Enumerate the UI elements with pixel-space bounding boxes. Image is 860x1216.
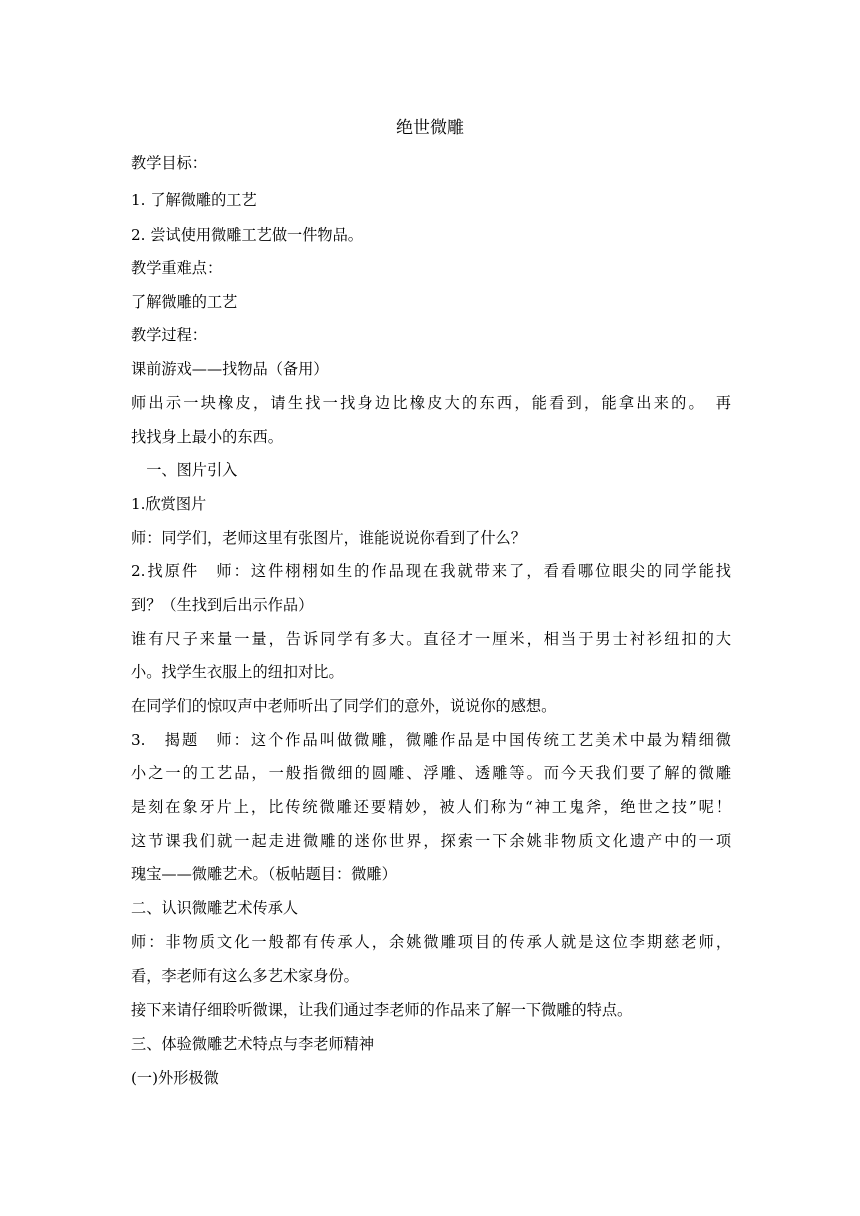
text-line: 一、图片引入 — [131, 461, 238, 479]
section-heading: 三、体验微雕艺术特点与李老师精神 — [131, 1035, 374, 1053]
text-line: 教学目标： — [131, 154, 207, 172]
text-line: 师：同学们，老师这里有张图片，谁能说说你看到了什么？ — [131, 529, 526, 547]
text-line: 师：非物质文化一般都有传承人，余姚微雕项目的传承人就是这位李期慈老师， — [131, 933, 731, 951]
text-line: 师出示一块橡皮，请生找一找身边比橡皮大的东西，能看到，能拿出来的。 再 — [131, 394, 731, 412]
text-line: 看，李老师有这么多艺术家身份。 — [131, 967, 359, 985]
text-line: 教学重难点： — [131, 259, 223, 277]
subsection-heading: (一)外形极微 — [131, 1069, 219, 1087]
text-line: 在同学们的惊叹声中老师听出了同学们的意外，说说你的感想。 — [131, 697, 557, 715]
text-line: 小之一的工艺品，一般指微细的圆雕、浮雕、透雕等。而今天我们要了解的微雕 — [131, 764, 731, 782]
text-line: 了解微雕的工艺 — [131, 293, 238, 311]
text-line: 教学过程： — [131, 326, 207, 344]
text-line: 2.找原件 师：这件栩栩如生的作品现在我就带来了，看看哪位眼尖的同学能找 — [131, 562, 731, 580]
text-line: 瑰宝——微雕艺术。（板帖题目：微雕） — [131, 865, 397, 883]
document-title: 绝世微雕 — [396, 118, 464, 138]
text-line: 2. 尝试使用微雕工艺做一件物品。 — [131, 226, 363, 244]
text-line: 1. 了解微雕的工艺 — [131, 191, 257, 209]
section-heading: 二、认识微雕艺术传承人 — [131, 899, 299, 917]
text-line: 找找身上最小的东西。 — [131, 428, 283, 446]
text-line: 3. 揭题 师：这个作品叫做微雕，微雕作品是中国传统工艺美术中最为精细微 — [131, 731, 731, 749]
text-line: 到？（生找到后出示作品） — [131, 596, 314, 614]
text-line: 1.欣赏图片 — [131, 495, 207, 513]
text-line: 是刻在象牙片上，比传统微雕还要精妙，被人们称为“神工鬼斧，绝世之技”呢！ — [131, 798, 731, 816]
text-line: 课前游戏——找物品（备用） — [131, 360, 329, 378]
text-line: 小。找学生衣服上的纽扣对比。 — [131, 663, 344, 681]
text-line: 这节课我们就一起走进微雕的迷你世界，探索一下余姚非物质文化遗产中的一项 — [131, 832, 731, 850]
text-line: 谁有尺子来量一量，告诉同学有多大。直径才一厘米，相当于男士衬衫纽扣的大 — [131, 630, 731, 648]
text-line: 接下来请仔细聆听微课，让我们通过李老师的作品来了解一下微雕的特点。 — [131, 1001, 633, 1019]
